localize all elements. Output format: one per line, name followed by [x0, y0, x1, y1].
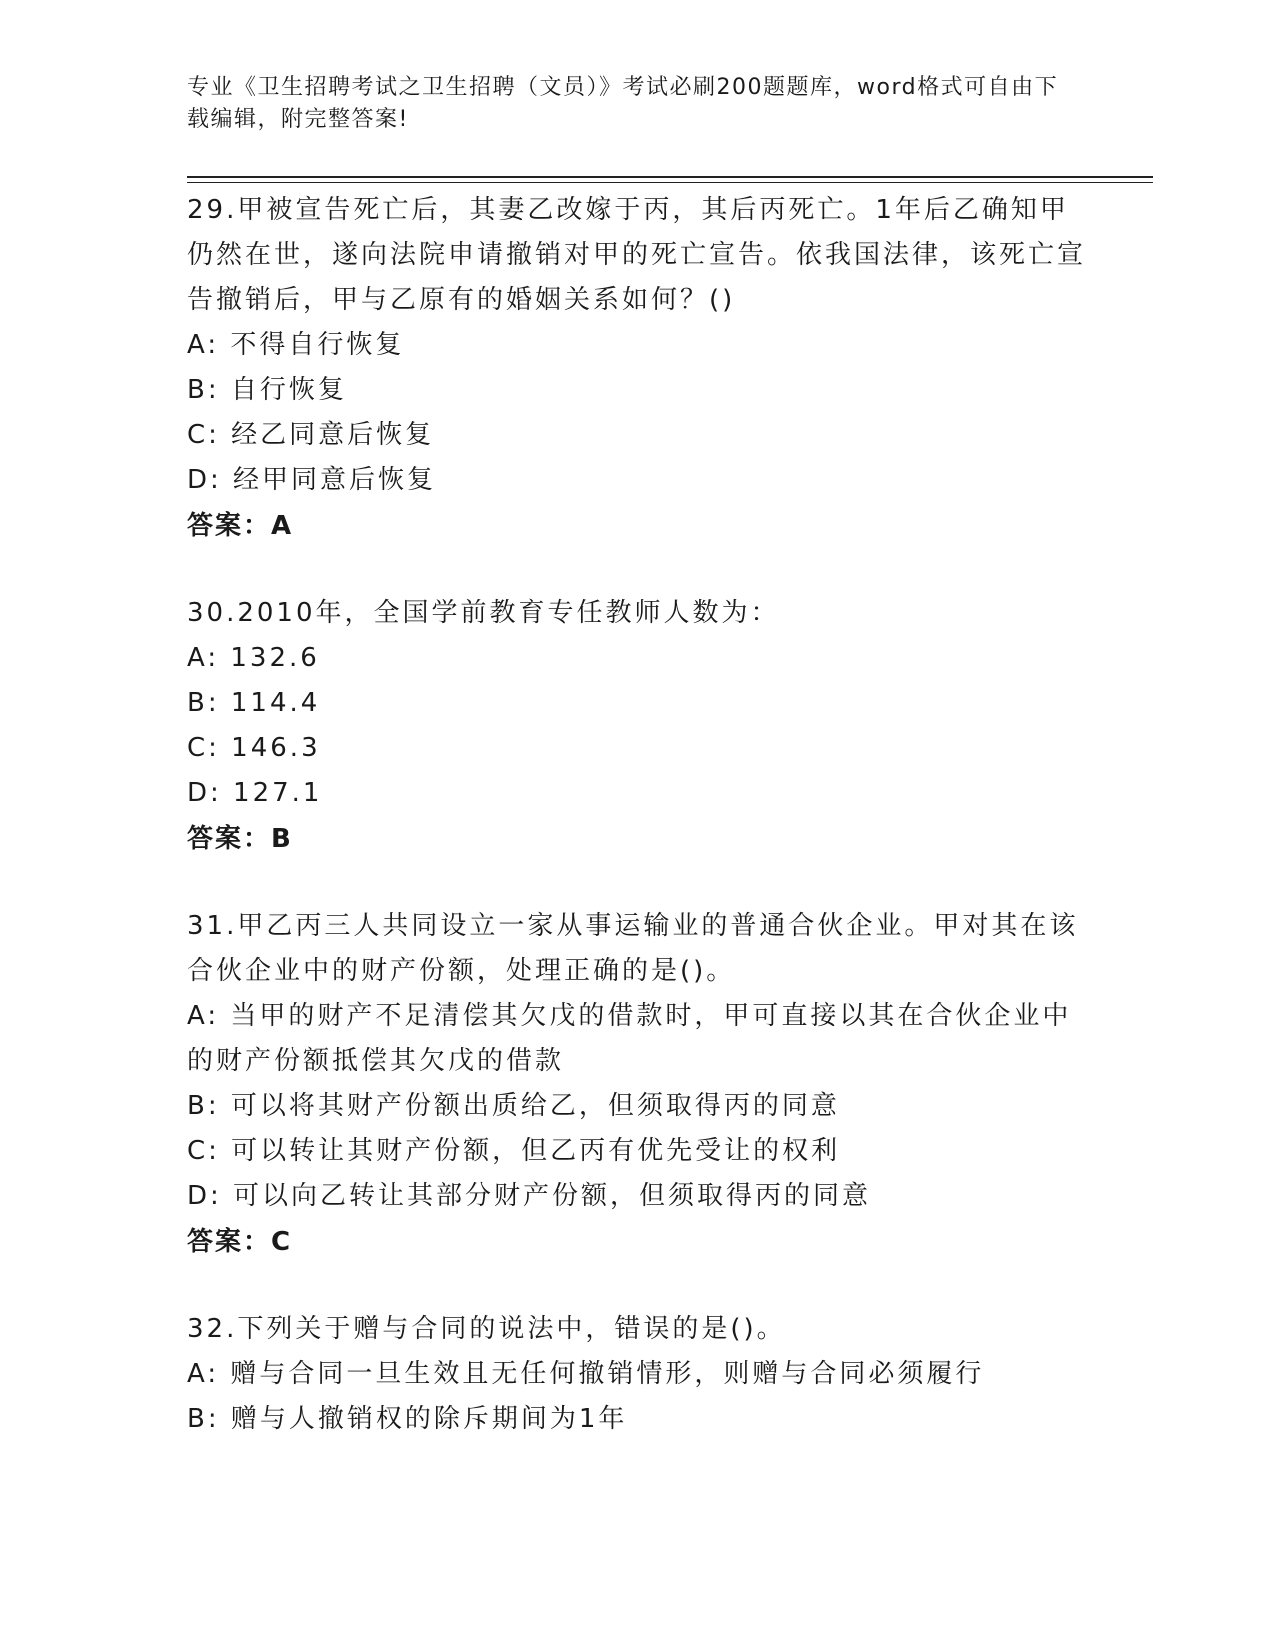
- question-stem: 32.下列关于赠与合同的说法中，错误的是()。: [187, 1314, 786, 1344]
- option-b: B: 114.4: [187, 688, 321, 718]
- option-d: D: 经甲同意后恢复: [187, 465, 437, 495]
- answer: 答案：B: [187, 824, 293, 854]
- question-29: [187, 188, 1087, 549]
- answer: 答案：C: [187, 1227, 293, 1257]
- option-a: A: 不得自行恢复: [187, 330, 405, 360]
- document-header: 专业《卫生招聘考试之卫生招聘（文员）》考试必刷200题题库，word格式可自由下载编辑，附完整答案!: [187, 75, 1059, 132]
- header-divider: [187, 176, 1153, 178]
- question-32: [187, 1307, 1087, 1442]
- question-31: [187, 904, 1087, 1265]
- option-b: B: 赠与人撤销权的除斥期间为1年: [187, 1404, 628, 1434]
- question-list: [187, 188, 1087, 1484]
- option-a: A: 赠与合同一旦生效且无任何撤销情形，则赠与合同必须履行: [187, 1359, 985, 1389]
- question-stem: 31.甲乙丙三人共同设立一家从事运输业的普通合伙企业。甲对其在该合伙企业中的财产份额，处理正确的是()。: [187, 911, 1079, 986]
- question-stem: 29.甲被宣告死亡后，其妻乙改嫁于丙，其后丙死亡。1年后乙确知甲仍然在世，遂向法院申请撤销对甲的死亡宣告。依我国法律，该死亡宣告撤销后，甲与乙原有的婚姻关系如何？(): [187, 195, 1087, 315]
- header-divider-thin: [187, 182, 1153, 183]
- option-c: C: 经乙同意后恢复: [187, 420, 435, 450]
- option-a: A: 当甲的财产不足清偿其欠戊的借款时，甲可直接以其在合伙企业中的财产份额抵偿其欠戊的借款: [187, 1001, 1072, 1076]
- option-b: B: 自行恢复: [187, 375, 347, 405]
- option-c: C: 146.3: [187, 733, 321, 763]
- option-c: C: 可以转让其财产份额，但乙丙有优先受让的权利: [187, 1136, 841, 1166]
- option-d: D: 可以向乙转让其部分财产份额，但须取得丙的同意: [187, 1181, 872, 1211]
- question-stem: 30.2010年，全国学前教育专任教师人数为：: [187, 598, 780, 628]
- question-30: [187, 591, 1087, 862]
- option-d: D: 127.1: [187, 778, 323, 808]
- answer: 答案：A: [187, 511, 294, 541]
- option-b: B: 可以将其财产份额出质给乙，但须取得丙的同意: [187, 1091, 840, 1121]
- option-a: A: 132.6: [187, 643, 320, 673]
